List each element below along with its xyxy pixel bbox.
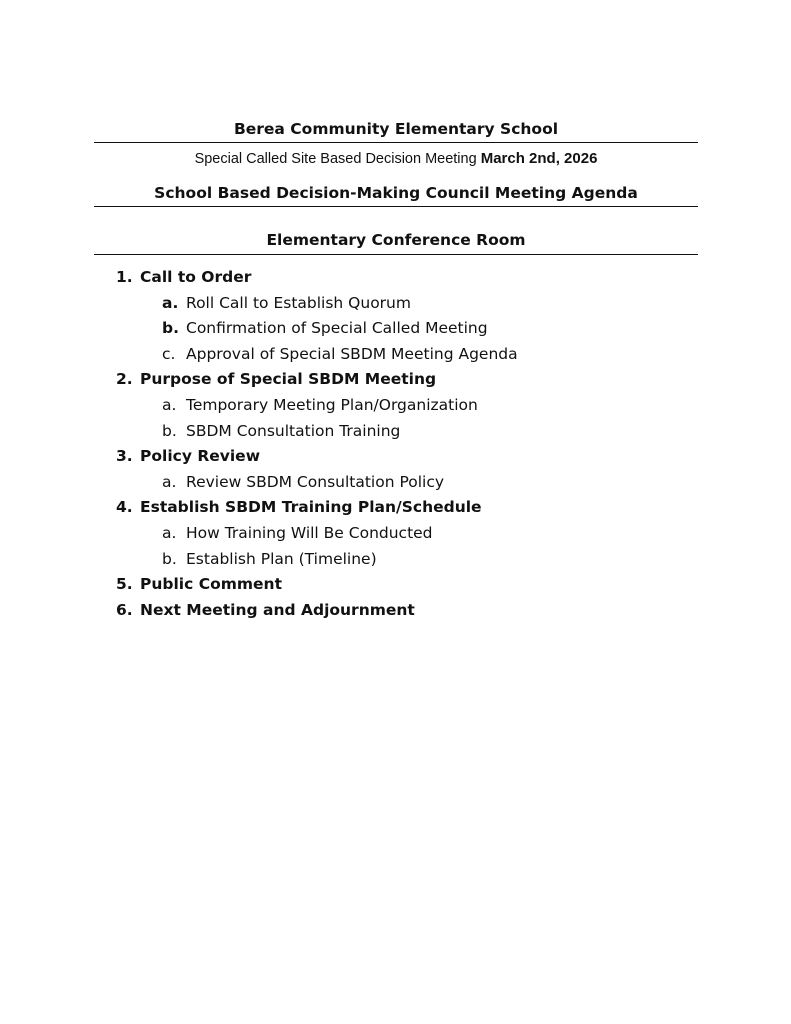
- agenda-item: [0, 495, 791, 521]
- agenda-subitem-letter: a.: [162, 472, 177, 491]
- agenda-subitem-text: Temporary Meeting Plan/Organization: [186, 395, 478, 414]
- agenda-subitem: [0, 291, 791, 317]
- agenda-subitem: [0, 521, 791, 547]
- agenda-subitem-text: Establish Plan (Timeline): [186, 549, 377, 568]
- agenda-subitem-text: Confirmation of Special Called Meeting: [186, 319, 488, 338]
- agenda-item-title: Call to Order: [140, 268, 252, 286]
- agenda-title: School Based Decision-Making Council Meeting Agenda: [154, 184, 638, 202]
- agenda-item-title: Public Comment: [140, 575, 282, 594]
- agenda-subitem-letter: a.: [162, 293, 179, 312]
- agenda-item-number: 6.: [116, 600, 133, 619]
- agenda-item: [0, 265, 791, 291]
- agenda-item-number: 4.: [116, 498, 133, 517]
- agenda-item: [0, 444, 791, 470]
- agenda-subitem-text: How Training Will Be Conducted: [186, 523, 433, 542]
- agenda-subitem-letter: a.: [162, 523, 177, 542]
- agenda-item: [0, 572, 791, 598]
- meeting-date: March 2nd, 2026: [480, 150, 598, 167]
- agenda-subitem: [0, 419, 791, 445]
- agenda-subitem-letter: b.: [162, 319, 179, 338]
- meeting-subtitle: [94, 148, 698, 170]
- divider-rule: [94, 206, 698, 207]
- agenda-subitem-letter: b.: [162, 549, 177, 568]
- agenda-item-number: 3.: [116, 447, 133, 466]
- agenda-subitem-text: SBDM Consultation Training: [186, 421, 401, 440]
- agenda-subitem-letter: c.: [162, 344, 176, 363]
- agenda-item-number: 1.: [116, 268, 133, 286]
- agenda-subitem: [0, 547, 791, 573]
- agenda-list: [0, 265, 791, 623]
- agenda-item: [0, 367, 791, 393]
- agenda-item-number: 2.: [116, 370, 133, 389]
- meeting-location: Elementary Conference Room: [266, 231, 526, 249]
- agenda-item: [0, 598, 791, 624]
- agenda-subitem: [0, 393, 791, 419]
- agenda-subitem: [0, 316, 791, 342]
- agenda-item-title: Purpose of Special SBDM Meeting: [140, 370, 437, 389]
- agenda-subitem-text: Review SBDM Consultation Policy: [186, 472, 445, 491]
- agenda-subitem-letter: b.: [162, 421, 177, 440]
- school-name: Berea Community Elementary School: [233, 120, 559, 138]
- agenda-subitem: [0, 342, 791, 368]
- agenda-item-title: Establish SBDM Training Plan/Schedule: [140, 498, 482, 517]
- divider-rule: [94, 254, 698, 255]
- meeting-type: Special Called Site Based Decision Meeting: [194, 151, 477, 167]
- agenda-subitem-letter: a.: [162, 395, 177, 414]
- agenda-item-title: Next Meeting and Adjournment: [140, 600, 415, 619]
- agenda-item-title: Policy Review: [140, 447, 261, 466]
- divider-rule: [94, 142, 698, 143]
- agenda-subitem-text: Approval of Special SBDM Meeting Agenda: [186, 344, 518, 363]
- agenda-subitem-text: Roll Call to Establish Quorum: [186, 293, 411, 312]
- agenda-subitem: [0, 470, 791, 496]
- agenda-item-number: 5.: [116, 575, 133, 594]
